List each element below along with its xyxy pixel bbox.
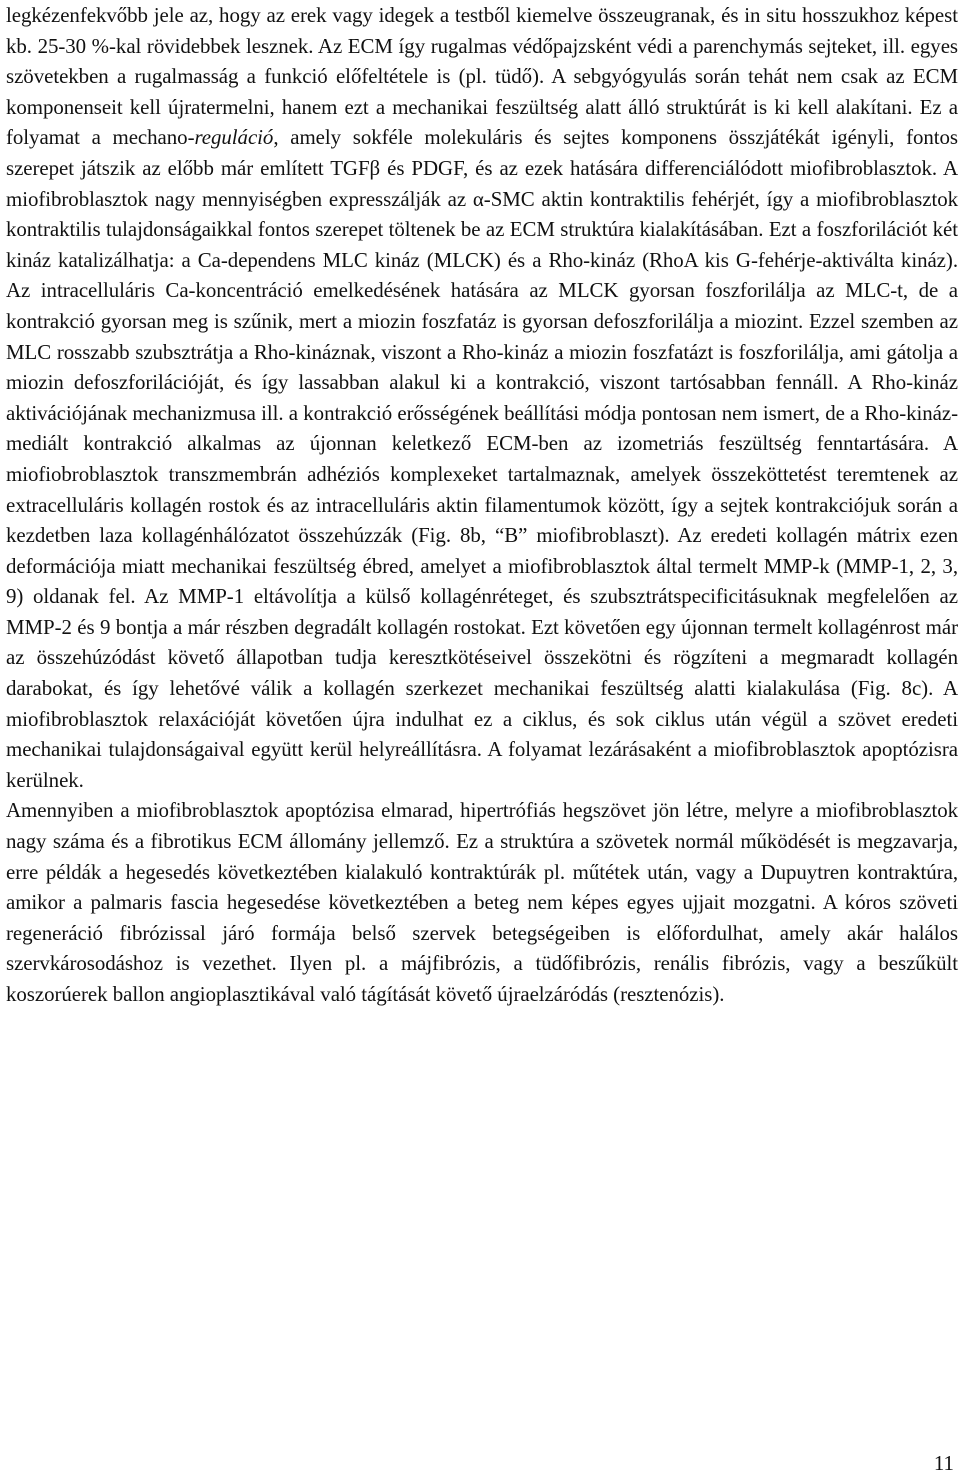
page-number: 11	[933, 1451, 954, 1475]
paragraph-2	[6, 795, 958, 1009]
paragraph-1-italic-term: reguláció	[194, 125, 274, 150]
body-text	[6, 0, 958, 1010]
paragraph-1-text-continued: , amely sokféle molekuláris és sejtes komponens összjátékát igényli, fontos szerepet játszik az előbb már említett TGFβ és PDGF, és az ezek hatására differenciálódott miofibroblasztok. A miofibroblasztok nagy mennyiségben expresszálják az α-SMC aktin kontraktilis fehérjét, így a miofibroblasztok kontraktilis tulajdonságaikkal fontos szerepet töltenek be az ECM struktúra kialakításában. Ezt a foszforilációt két kináz katalizálhatja: a Ca-dependens MLC kináz (MLCK) és a Rho-kináz (RhoA kis G-fehérje-aktiválta kináz). Az intracelluláris Ca-koncentráció emelkedésének hatására az MLCK gyorsan foszforilálja az MLC-t, de a kontrakció gyorsan meg is szűnik, mert a miozin foszfatáz is gyorsan defoszforilálja a miozint. Ezzel szemben az MLC rosszabb szubsztrátja a Rho-kináznak, viszont a Rho-kináz a miozin foszfatázt is foszforilálja, ami gátolja a miozin defoszforilációját, és így lassabban alakul ki a kontrakció, viszont tartósabban fennáll. A Rho-kináz aktivációjának mechanizmusa ill. a kontrakció erősségének beállítási módja pontosan nem ismert, de a Rho-kináz-mediált kontrakció alkalmas az újonnan keletkező ECM-ben az izometriás feszültség fenntartására. A miofiobroblasztok transzmembrán adhéziós komplexeket tartalmaznak, amelyek összeköttetést teremtenek az extracelluláris kollagén rostok és az intracelluláris aktin filamentumok között, így a sejtek kontrakciójuk során a kezdetben laza kollagénhálózatot összehúzzák (Fig. 8b, “B” miofibroblaszt). Az eredeti kollagén mátrix ezen deformációja miatt mechanikai feszültség ébred, amelyet a miofibroblasztok által termelt MMP-k (MMP-1, 2, 3, 9) oldanak fel. Az MMP-1 eltávolítja a külső kollagénréteget, és szubsztrátspecificitásuknak megfelelően az MMP-2 és 9 bontja a már részben degradált kollagén rostokat. Ezt követően egy újonnan termelt kollagénrost már az összehúzódást követő állapotban tudja keresztkötéseivel összekötni és rögzíteni a megmaradt kollagén darabokat, és így lehetővé válik a kollagén szerkezet mechanikai feszültség alatti kialakulása (Fig. 8c). A miofibroblasztok relaxációját követően újra indulhat ez a ciklus, és sok ciklus után végül a szövet eredeti mechanikai tulajdonságaival együtt kerül helyreállításra. A folyamat lezárásaként a miofibroblasztok apoptózisra kerülnek.	[6, 125, 958, 792]
paragraph-1-text: legkézenfekvőbb jele az, hogy az erek vagy idegek a testből kiemelve összeugranak, és in situ hosszukhoz képest kb. 25-30 %-kal rövidebbek lesznek. Az ECM így rugalmas védőpajzsként védi a parenchymás sejteket, ill. egyes szövetekben a rugalmasság a funkció előfeltétele is (pl. tüdő). A sebgyógyulás során tehát nem csak az ECM komponenseit kell újratermelni, hanem ezt a mechanikai feszültség alatt álló struktúrát is ki kell alakítani. Ez a folyamat a mechano-	[6, 3, 958, 150]
paragraph-2-text: Amennyiben a miofibroblasztok apoptózisa elmarad, hipertrófiás hegszövet jön létre, melyre a miofibroblasztok nagy száma és a fibrotikus ECM állomány jellemző. Ez a struktúra a szövetek normál működését is megzavarja, erre példák a hegesedés következtében kialakuló kontraktúrák pl. műtétek után, vagy a Dupuytren kontraktúra, amikor a palmaris fascia hegesedése következtében a beteg nem képes egyes ujjait mozgatni. A kóros szöveti regeneráció fibrózissal járó formája belső szervek betegségeiben is előfordulhat, amely akár halálos szervkárosodáshoz is vezethet. Ilyen pl. a májfibrózis, a tüdőfibrózis, renális fibrózis, vagy a beszűkült koszorúerek ballon angioplasztikával való tágítását követő újraelzáródás (resztenózis).	[6, 798, 958, 1006]
paragraph-1	[6, 0, 958, 795]
